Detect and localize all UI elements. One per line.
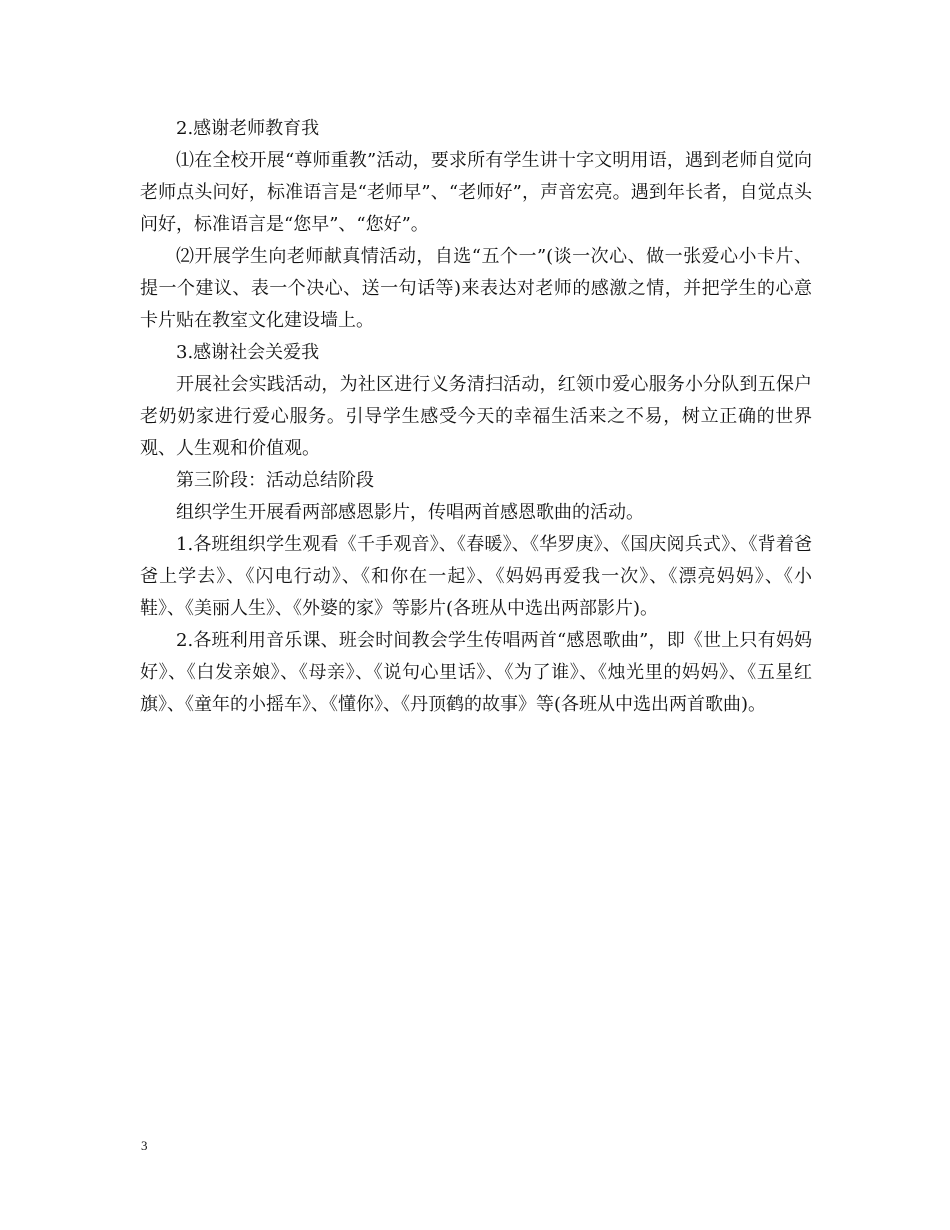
heading-thank-society: 3.感谢社会关爱我: [176, 342, 320, 363]
paragraph-films: 1.各班组织学生观看《千手观音》、《春暖》、《华罗庚》、《国庆阅兵式》、《背着爸爸上学去》、《闪电行动》、《和你在一起》、《妈妈再爱我一次》、《漂亮妈妈》、《小鞋》、《美丽人生》、《外婆的家》等影片(各班从中选出两部影片)。: [140, 534, 812, 619]
document-body: [140, 113, 812, 721]
heading-stage-three: 第三阶段：活动总结阶段: [176, 470, 374, 491]
heading-thank-teachers: 2.感谢老师教育我: [176, 118, 320, 139]
paragraph-songs: 2.各班利用音乐课、班会时间教会学生传唱两首“感恩歌曲”，即《世上只有妈妈好》、《白发亲娘》、《母亲》、《说句心里话》、《为了谁》、《烛光里的妈妈》、《五星红旗》、《童年的小摇车》、《懂你》、《丹顶鹤的故事》等(各班从中选出两首歌曲)。: [140, 630, 812, 715]
paragraph-social-practice: 开展社会实践活动，为社区进行义务清扫活动，红领巾爱心服务小分队到五保户老奶奶家进行爱心服务。引导学生感受今天的幸福生活来之不易，树立正确的世界观、人生观和价值观。: [140, 374, 812, 459]
paragraph-stage-three-intro: 组织学生开展看两部感恩影片，传唱两首感恩歌曲的活动。: [176, 502, 644, 523]
page-number: 3: [141, 1138, 148, 1153]
paragraph-five-ones: ⑵开展学生向老师献真情活动，自选“五个一”(谈一次心、做一张爱心小卡片、提一个建议、表一个决心、送一句话等)来表达对老师的感激之情，并把学生的心意卡片贴在教室文化建设墙上。: [140, 246, 812, 331]
paragraph-respect-teachers: ⑴在全校开展“尊师重教”活动，要求所有学生讲十字文明用语，遇到老师自觉向老师点头问好，标准语言是“老师早”、“老师好”，声音宏亮。遇到年长者，自觉点头问好，标准语言是“您早”、“您好”。: [140, 150, 812, 235]
